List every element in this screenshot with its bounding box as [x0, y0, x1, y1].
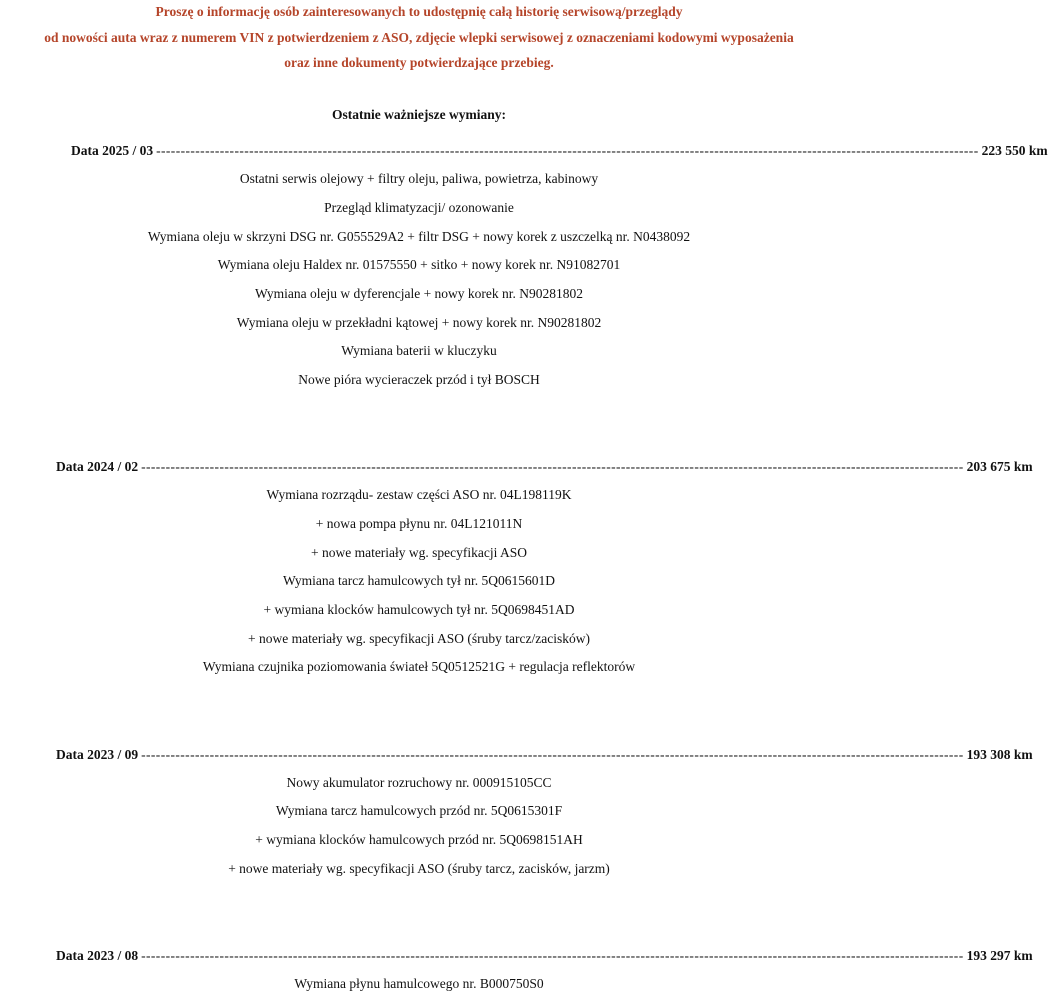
entry-header-2024-02 — [56, 459, 1033, 475]
list-item: Wymiana tarcz hamulcowych przód nr. 5Q0615301F — [275, 803, 563, 818]
list-item: Wymiana oleju w skrzyni DSG nr. G055529A2 + filtr DSG + nowy korek z uszczelką nr. N0438092 — [147, 229, 691, 244]
entry-date: Data 2025 / 03 — [71, 143, 154, 158]
list-item: Wymiana oleju w dyferencjale + nowy korek nr. N90281802 — [254, 286, 584, 301]
list-item: + nowe materiały wg. specyfikacji ASO (śruby tarcz, zacisków, jarzm) — [228, 861, 610, 876]
entry-header-2023-08 — [56, 948, 1033, 964]
notice-line-2: od nowości auta wraz z numerem VIN z potwierdzeniem z ASO, zdjęcie wlepki serwisowej z oznaczeniami kodowymi wyposażenia — [44, 30, 794, 45]
notice-line-3: oraz inne dokumenty potwierdzające przebieg. — [284, 55, 554, 70]
list-item: Nowe pióra wycieraczek przód i tył BOSCH — [298, 372, 540, 387]
list-item: Wymiana czujnika poziomowania świateł 5Q0512521G + regulacja reflektorów — [202, 659, 636, 674]
list-item: + nowe materiały wg. specyfikacji ASO — [310, 545, 528, 560]
entry-divider: ------------------------------------------------------------------------------------------------------------------------------------------------------------------------ — [141, 948, 964, 963]
entry-divider: ------------------------------------------------------------------------------------------------------------------------------------------------------------------------ — [156, 143, 979, 158]
entry-mileage: 193 308 km — [966, 747, 1033, 762]
entry-header-2023-09 — [56, 747, 1033, 763]
notice-line-1: Proszę o informację osób zainteresowanych to udostępnię całą historię serwisową/przeglądy — [155, 4, 683, 19]
list-item: + nowa pompa płynu nr. 04L121011N — [315, 516, 523, 531]
entry-mileage: 193 297 km — [966, 948, 1033, 963]
list-item: + wymiana klocków hamulcowych tył nr. 5Q0698451AD — [263, 602, 575, 617]
list-item: Przegląd klimatyzacji/ ozonowanie — [324, 200, 514, 215]
entry-divider: ------------------------------------------------------------------------------------------------------------------------------------------------------------------------ — [141, 459, 964, 474]
entry-divider: ------------------------------------------------------------------------------------------------------------------------------------------------------------------------ — [141, 747, 964, 762]
list-item: Wymiana oleju w przekładni kątowej + nowy korek nr. N90281802 — [236, 315, 602, 330]
list-item: Wymiana oleju Haldex nr. 01575550 + sitko + nowy korek nr. N91082701 — [217, 257, 621, 272]
list-item: + wymiana klocków hamulcowych przód nr. 5Q0698151AH — [255, 832, 583, 847]
list-item: Wymiana płynu hamulcowego nr. B000750S0 — [294, 976, 544, 991]
entry-mileage: 203 675 km — [966, 459, 1033, 474]
entry-date: Data 2024 / 02 — [56, 459, 139, 474]
list-item: Nowy akumulator rozruchowy nr. 000915105CC — [286, 775, 552, 790]
list-item: Wymiana rozrządu- zestaw części ASO nr. 04L198119K — [266, 487, 572, 502]
entry-date: Data 2023 / 08 — [56, 948, 139, 963]
entry-header-2025-03 — [71, 143, 1048, 159]
entry-date: Data 2023 / 09 — [56, 747, 139, 762]
section-title: Ostatnie ważniejsze wymiany: — [332, 107, 506, 122]
list-item: Ostatni serwis olejowy + filtry oleju, paliwa, powietrza, kabinowy — [239, 171, 599, 186]
list-item: Wymiana baterii w kluczyku — [341, 343, 497, 358]
entry-mileage: 223 550 km — [981, 143, 1048, 158]
list-item: Wymiana tarcz hamulcowych tył nr. 5Q0615601D — [282, 573, 556, 588]
list-item: + nowe materiały wg. specyfikacji ASO (śruby tarcz/zacisków) — [247, 631, 590, 646]
